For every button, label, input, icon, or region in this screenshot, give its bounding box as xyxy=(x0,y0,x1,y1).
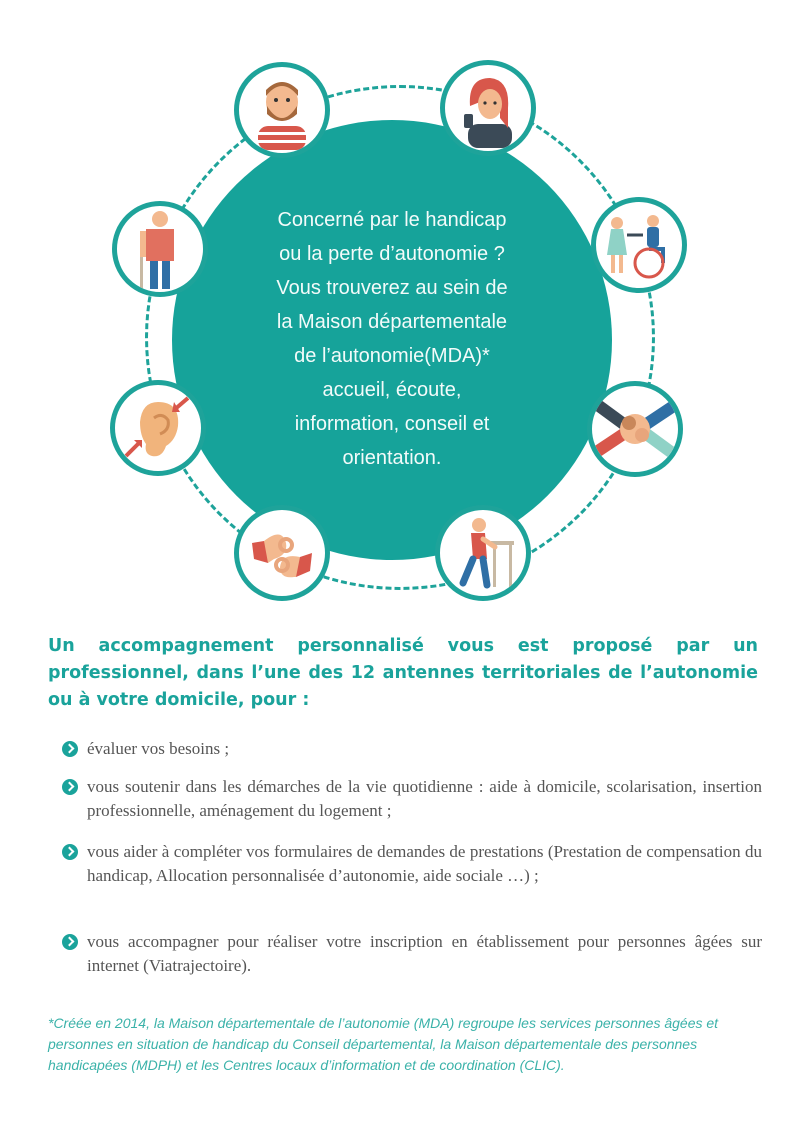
footnote: *Créée en 2014, la Maison départementale de l’autonomie (MDA) regroupe les services personnes âgées et personnes en situation de handicap du Conseil départemental, la Maison départementale des personnes handicapées (MDPH) et les Centres locaux d’information et de coordination (CLIC). xyxy=(48,1015,719,1073)
chevron-bullet-icon xyxy=(62,844,78,860)
joined-hands-icon xyxy=(587,381,683,477)
central-line: information, conseil et xyxy=(294,413,490,435)
central-message xyxy=(232,203,552,475)
list-item xyxy=(62,775,762,823)
central-line: Concerné par le handicap xyxy=(277,209,507,231)
elderly-man-with-cane-icon xyxy=(112,201,208,297)
central-line: Vous trouverez au sein de xyxy=(276,277,508,299)
list-item xyxy=(62,930,762,978)
list-item-text: vous aider à compléter vos formulaires de demandes de prestations (Prestation de compensation du handicap, Allocation personnalisée d’autonomie, aide sociale …) ; xyxy=(87,842,762,885)
bearded-man-icon xyxy=(234,62,330,158)
central-line: la Maison départementale xyxy=(276,311,508,333)
intro-paragraph: Un accompagnement personnalisé vous est proposé par un professionnel, dans l’une des 12 antennes territoriales de l’autonomie ou à votre domicile, pour : xyxy=(48,636,758,710)
ear-icon xyxy=(110,380,206,476)
walker-user-icon xyxy=(435,505,531,601)
chevron-bullet-icon xyxy=(62,934,78,950)
list-item-text: vous accompagner pour réaliser votre inscription en établissement pour personnes âgées sur internet (Viatrajectoire). xyxy=(87,932,762,975)
central-line: de l’autonomie(MDA)* xyxy=(294,345,490,367)
central-line: orientation. xyxy=(342,447,442,469)
sign-language-hands-icon xyxy=(234,505,330,601)
list-item-text: évaluer vos besoins ; xyxy=(87,739,230,758)
central-line: ou la perte d’autonomie ? xyxy=(279,243,505,265)
list-item xyxy=(62,840,762,888)
chevron-bullet-icon xyxy=(62,779,78,795)
central-line: accueil, écoute, xyxy=(322,379,462,401)
woman-with-phone-icon xyxy=(440,60,536,156)
list-item-text: vous soutenir dans les démarches de la vie quotidienne : aide à domicile, scolarisation, insertion professionnelle, aménagement du logement ; xyxy=(87,777,762,820)
chevron-bullet-icon xyxy=(62,741,78,757)
list-item xyxy=(62,737,762,761)
wheelchair-assistance-icon xyxy=(591,197,687,293)
